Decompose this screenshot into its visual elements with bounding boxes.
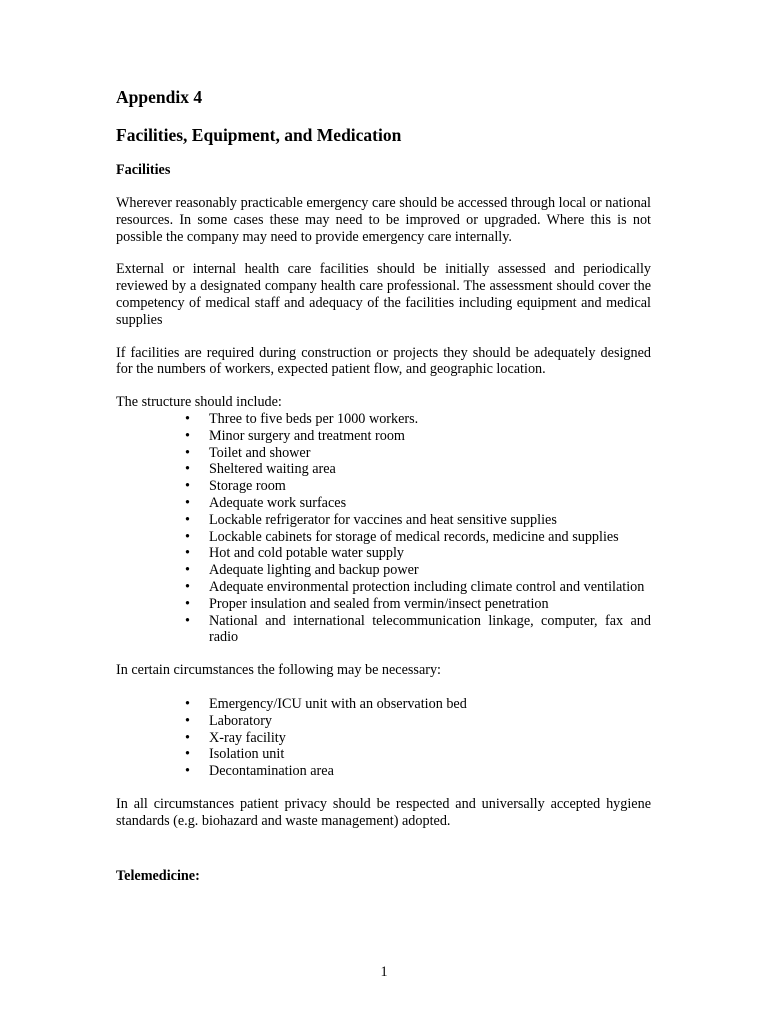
bullet-icon: • [185,511,190,528]
bullet-icon: • [185,746,190,763]
structure-list [116,411,651,646]
bullet-icon: • [185,612,190,629]
list-item: • Hot and cold potable water supply [185,545,405,562]
list-item: • Proper insulation and sealed from vermin/insect penetration [185,595,549,612]
list-item: • Emergency/ICU unit with an observation bed [185,695,467,712]
bullet-icon: • [185,712,190,729]
bullet-icon: • [185,695,190,712]
list-item: • Sheltered waiting area [185,461,336,478]
bullet-icon: • [185,578,190,595]
list-item: • X-ray facility [185,729,286,746]
list-item: • Three to five beds per 1000 workers. [185,410,419,427]
bullet-icon: • [185,410,190,427]
list-item: • Lockable refrigerator for vaccines and heat sensitive supplies [185,511,557,528]
paragraph-resources: Wherever reasonably practicable emergency care should be accessed through local or national resources. In some cases these may need to be improved or upgraded. Where this is not possible the company may need to provide emergency care internally. [116,195,651,245]
bullet-icon: • [185,595,190,612]
bullet-icon: • [185,528,190,545]
section-heading-facilities: Facilities [116,162,171,178]
list-item: • Laboratory [185,712,273,729]
paragraph-assessment: External or internal health care facilities should be initially assessed and periodically reviewed by a designated company health care professional. The assessment should cover the competency of medical staff and adequacy of the facilities including equipment and medical supplies [116,261,651,328]
bullet-icon: • [185,444,190,461]
paragraph-construction: If facilities are required during construction or projects they should be adequately designed for the numbers of workers, expected patient flow, and geographic location. [116,344,651,378]
circumstances-list [116,696,651,780]
list-item: • Storage room [185,478,286,495]
structure-intro: The structure should include: [116,394,282,411]
bullet-icon: • [185,562,190,579]
bullet-icon: • [185,494,190,511]
list-item: • Isolation unit [185,746,285,763]
bullet-icon: • [185,763,190,780]
list-item: • Minor surgery and treatment room [185,427,405,444]
circumstances-intro: In certain circumstances the following may be necessary: [116,662,442,679]
list-item: • Decontamination area [185,763,334,780]
page-number: 1 [380,964,388,980]
bullet-icon: • [185,461,190,478]
bullet-icon: • [185,545,190,562]
main-title: Facilities, Equipment, and Medication [116,125,402,145]
list-item: • Toilet and shower [185,444,311,461]
list-item: • Lockable cabinets for storage of medical records, medicine and supplies [185,528,619,545]
document-page [116,86,651,884]
paragraph-privacy: In all circumstances patient privacy should be respected and universally accepted hygiene standards (e.g. biohazard and waste management) adopted. [116,795,651,829]
list-item: • Adequate lighting and backup power [185,562,419,579]
list-item: • Adequate environmental protection including climate control and ventilation [185,578,645,595]
bullet-icon: • [185,729,190,746]
appendix-title: Appendix 4 [116,87,203,107]
list-item: • National and international telecommunication linkage, computer, fax and radio [185,612,651,646]
bullet-icon: • [185,427,190,444]
list-item: • Adequate work surfaces [185,494,347,511]
section-heading-telemedicine: Telemedicine: [116,867,200,884]
bullet-icon: • [185,478,190,495]
